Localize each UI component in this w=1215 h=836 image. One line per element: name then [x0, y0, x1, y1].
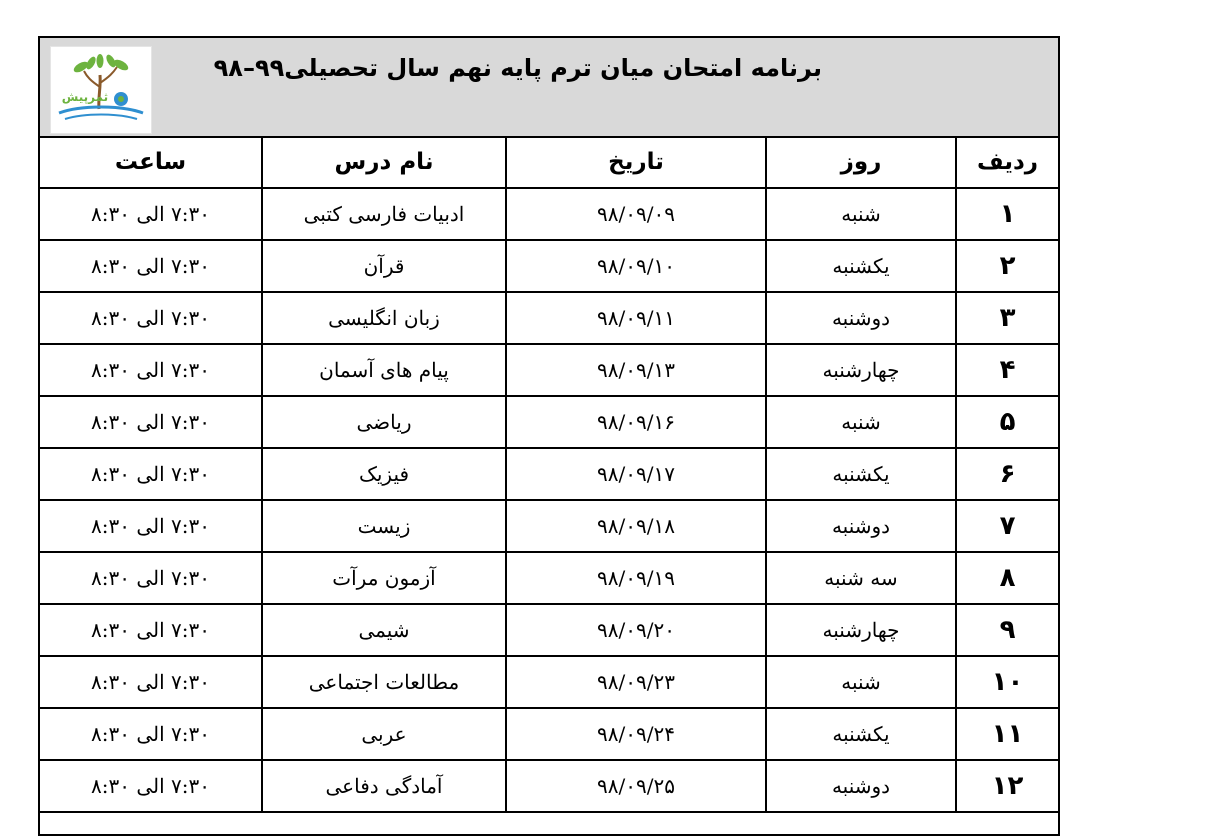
day-cell: چهارشنبه — [766, 344, 956, 396]
subject-cell: شیمی — [262, 604, 506, 656]
table-row — [40, 656, 1058, 708]
row-number: ۷ — [956, 500, 1058, 552]
date-cell: ۹۸/۰۹/۱۸ — [506, 500, 766, 552]
row-number: ۲ — [956, 240, 1058, 292]
table-row — [40, 344, 1058, 396]
column-header-date: تاریخ — [506, 136, 766, 188]
row-number: ۶ — [956, 448, 1058, 500]
time-cell: ۷:۳۰ الی ۸:۳۰ — [40, 708, 262, 760]
date-cell: ۹۸/۰۹/۱۳ — [506, 344, 766, 396]
table-row — [40, 500, 1058, 552]
exam-schedule-table — [40, 136, 1058, 813]
subject-cell: زبان انگلیسی — [262, 292, 506, 344]
subject-cell: پیام های آسمان — [262, 344, 506, 396]
column-header-time: ساعت — [40, 136, 262, 188]
time-cell: ۷:۳۰ الی ۸:۳۰ — [40, 604, 262, 656]
table-row — [40, 604, 1058, 656]
day-cell: چهارشنبه — [766, 604, 956, 656]
school-logo — [50, 46, 152, 134]
time-cell: ۷:۳۰ الی ۸:۳۰ — [40, 656, 262, 708]
row-number: ۵ — [956, 396, 1058, 448]
subject-cell: فیزیک — [262, 448, 506, 500]
date-cell: ۹۸/۰۹/۱۶ — [506, 396, 766, 448]
column-header-day: روز — [766, 136, 956, 188]
day-cell: دوشنبه — [766, 500, 956, 552]
page-title: برنامه امتحان میان ترم پایه نهم سال تحصیلی۹۹–۹۸ — [213, 54, 822, 82]
date-cell: ۹۸/۰۹/۰۹ — [506, 188, 766, 240]
time-cell: ۷:۳۰ الی ۸:۳۰ — [40, 188, 262, 240]
day-cell: یکشنبه — [766, 448, 956, 500]
table-row — [40, 292, 1058, 344]
date-cell: ۹۸/۰۹/۱۰ — [506, 240, 766, 292]
exam-schedule-sheet — [38, 36, 1060, 836]
subject-cell: مطالعات اجتماعی — [262, 656, 506, 708]
time-cell: ۷:۳۰ الی ۸:۳۰ — [40, 500, 262, 552]
time-cell: ۷:۳۰ الی ۸:۳۰ — [40, 760, 262, 812]
subject-cell: آمادگی دفاعی — [262, 760, 506, 812]
day-cell: دوشنبه — [766, 292, 956, 344]
row-number: ۴ — [956, 344, 1058, 396]
date-cell: ۹۸/۰۹/۱۷ — [506, 448, 766, 500]
schedule-header — [40, 38, 1058, 138]
day-cell: شنبه — [766, 188, 956, 240]
row-number: ۱۲ — [956, 760, 1058, 812]
row-number: ۹ — [956, 604, 1058, 656]
row-number: ۳ — [956, 292, 1058, 344]
day-cell: یکشنبه — [766, 708, 956, 760]
table-row — [40, 760, 1058, 812]
column-header-subject: نام درس — [262, 136, 506, 188]
date-cell: ۹۸/۰۹/۲۴ — [506, 708, 766, 760]
table-row — [40, 240, 1058, 292]
subject-cell: عربی — [262, 708, 506, 760]
day-cell: یکشنبه — [766, 240, 956, 292]
time-cell: ۷:۳۰ الی ۸:۳۰ — [40, 344, 262, 396]
table-row — [40, 708, 1058, 760]
date-cell: ۹۸/۰۹/۱۱ — [506, 292, 766, 344]
day-cell: شنبه — [766, 656, 956, 708]
date-cell: ۹۸/۰۹/۲۵ — [506, 760, 766, 812]
table-header-row — [40, 136, 1058, 188]
subject-cell: قرآن — [262, 240, 506, 292]
logo-text: ثمرپیش — [61, 90, 109, 104]
time-cell: ۷:۳۰ الی ۸:۳۰ — [40, 292, 262, 344]
time-cell: ۷:۳۰ الی ۸:۳۰ — [40, 396, 262, 448]
subject-cell: زیست — [262, 500, 506, 552]
tree-book-logo-icon — [51, 47, 151, 133]
table-row — [40, 448, 1058, 500]
row-number: ۱۱ — [956, 708, 1058, 760]
day-cell: سه شنبه — [766, 552, 956, 604]
subject-cell: ادبیات فارسی کتبی — [262, 188, 506, 240]
date-cell: ۹۸/۰۹/۲۰ — [506, 604, 766, 656]
day-cell: شنبه — [766, 396, 956, 448]
table-row — [40, 188, 1058, 240]
row-number: ۱ — [956, 188, 1058, 240]
row-number: ۱۰ — [956, 656, 1058, 708]
subject-cell: آزمون مرآت — [262, 552, 506, 604]
table-row — [40, 396, 1058, 448]
row-number: ۸ — [956, 552, 1058, 604]
date-cell: ۹۸/۰۹/۲۳ — [506, 656, 766, 708]
table-row — [40, 552, 1058, 604]
day-cell: دوشنبه — [766, 760, 956, 812]
time-cell: ۷:۳۰ الی ۸:۳۰ — [40, 448, 262, 500]
column-header-row-number: ردیف — [956, 136, 1058, 188]
subject-cell: ریاضی — [262, 396, 506, 448]
time-cell: ۷:۳۰ الی ۸:۳۰ — [40, 552, 262, 604]
time-cell: ۷:۳۰ الی ۸:۳۰ — [40, 240, 262, 292]
date-cell: ۹۸/۰۹/۱۹ — [506, 552, 766, 604]
